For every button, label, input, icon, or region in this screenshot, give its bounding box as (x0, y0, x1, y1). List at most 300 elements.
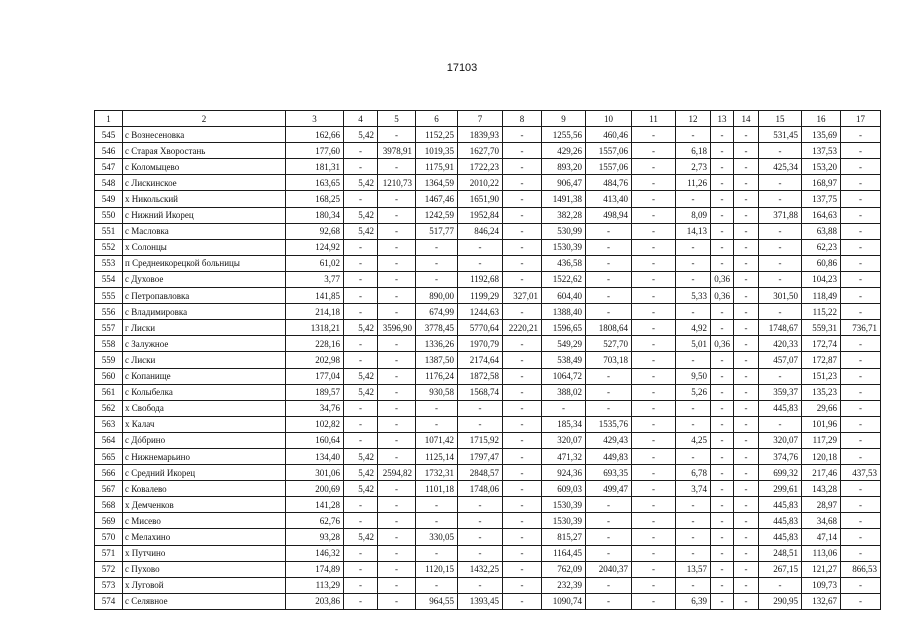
table-cell: 425,34 (759, 159, 802, 175)
table-cell: 6,18 (676, 143, 711, 159)
table-cell: - (711, 223, 734, 239)
table-cell: 248,51 (759, 545, 802, 561)
table-cell: 228,16 (286, 336, 344, 352)
table-cell: 1715,92 (458, 432, 503, 448)
table-cell: 301,06 (286, 465, 344, 481)
table-cell: - (416, 513, 458, 529)
table-cell: 177,60 (286, 143, 344, 159)
table-cell: - (841, 127, 881, 143)
table-cell: 62,76 (286, 513, 344, 529)
settlement-name: с Лискинское (123, 175, 286, 191)
table-cell: - (503, 143, 542, 159)
table-cell: - (711, 513, 734, 529)
table-cell: 762,09 (542, 561, 586, 577)
table-cell: - (711, 561, 734, 577)
table-cell: - (759, 223, 802, 239)
table-cell: 359,37 (759, 384, 802, 400)
table-cell: 5,42 (344, 384, 378, 400)
table-cell: - (632, 593, 676, 609)
table-cell: - (632, 481, 676, 497)
table-cell: - (759, 416, 802, 432)
table-cell: 866,53 (841, 561, 881, 577)
table-cell: 460,46 (586, 127, 632, 143)
table-cell: - (759, 577, 802, 593)
table-cell: - (458, 400, 503, 416)
table-cell: - (632, 465, 676, 481)
table-cell: 104,23 (802, 271, 841, 287)
table-cell: 168,25 (286, 191, 344, 207)
row-number: 565 (95, 448, 123, 464)
table-cell: 115,22 (802, 304, 841, 320)
table-cell: - (734, 271, 759, 287)
table-cell: 846,24 (458, 223, 503, 239)
row-number: 562 (95, 400, 123, 416)
column-header: 11 (632, 111, 676, 127)
table-cell: 1722,23 (458, 159, 503, 175)
table-cell: 471,32 (542, 448, 586, 464)
table-row (95, 432, 881, 448)
table-cell: - (734, 191, 759, 207)
table-row (95, 561, 881, 577)
table-cell: - (841, 368, 881, 384)
table-cell: 6,39 (676, 593, 711, 609)
table-cell: - (586, 400, 632, 416)
table-cell: - (458, 416, 503, 432)
table-cell: 1535,76 (586, 416, 632, 432)
table-cell: 181,31 (286, 159, 344, 175)
settlement-name: х Демченков (123, 497, 286, 513)
settlement-name: х Солонцы (123, 239, 286, 255)
table-cell: - (676, 304, 711, 320)
table-cell: 1199,29 (458, 288, 503, 304)
table-cell: - (734, 416, 759, 432)
table-cell: - (503, 545, 542, 561)
table-cell: 3978,91 (378, 143, 416, 159)
table-cell: 1064,72 (542, 368, 586, 384)
row-number: 567 (95, 481, 123, 497)
table-cell: - (734, 223, 759, 239)
table-cell: 382,28 (542, 207, 586, 223)
table-cell: - (378, 336, 416, 352)
data-table (94, 110, 881, 610)
table-cell: - (841, 175, 881, 191)
table-cell: - (586, 368, 632, 384)
table-cell: - (841, 304, 881, 320)
table-cell: - (378, 288, 416, 304)
table-cell: 141,28 (286, 497, 344, 513)
table-cell: - (841, 481, 881, 497)
table-cell: 1242,59 (416, 207, 458, 223)
table-cell: - (503, 304, 542, 320)
table-cell: 736,71 (841, 320, 881, 336)
table-cell: 162,66 (286, 127, 344, 143)
table-cell: 93,28 (286, 529, 344, 545)
settlement-name: с Лиски (123, 352, 286, 368)
table-cell: 5,42 (344, 127, 378, 143)
table-row (95, 416, 881, 432)
table-row (95, 448, 881, 464)
table-cell: - (841, 384, 881, 400)
table-cell: 5,42 (344, 368, 378, 384)
table-cell: - (378, 368, 416, 384)
table-cell: - (503, 593, 542, 609)
table-cell: - (841, 191, 881, 207)
table-cell: - (734, 368, 759, 384)
table-cell: - (711, 352, 734, 368)
table-cell: - (711, 577, 734, 593)
table-cell: - (676, 352, 711, 368)
table-cell: - (378, 529, 416, 545)
table-cell: 1732,31 (416, 465, 458, 481)
column-header: 16 (802, 111, 841, 127)
table-cell: 1952,84 (458, 207, 503, 223)
table-cell: - (503, 336, 542, 352)
table-cell: - (503, 127, 542, 143)
table-cell: - (841, 239, 881, 255)
table-cell: 445,83 (759, 400, 802, 416)
row-number: 566 (95, 465, 123, 481)
table-cell: - (378, 545, 416, 561)
table-cell: - (734, 239, 759, 255)
table-cell: 34,76 (286, 400, 344, 416)
table-cell: - (632, 432, 676, 448)
table-cell: 445,83 (759, 497, 802, 513)
column-header: 9 (542, 111, 586, 127)
table-cell: 1071,42 (416, 432, 458, 448)
table-cell: 109,73 (802, 577, 841, 593)
table-cell: 1336,26 (416, 336, 458, 352)
table-cell: - (344, 432, 378, 448)
table-cell: 1557,06 (586, 159, 632, 175)
row-number: 572 (95, 561, 123, 577)
table-cell: 693,35 (586, 465, 632, 481)
table-cell: 62,23 (802, 239, 841, 255)
table-cell: - (841, 336, 881, 352)
table-cell: 484,76 (586, 175, 632, 191)
table-cell: 2220,21 (503, 320, 542, 336)
table-cell: - (711, 304, 734, 320)
settlement-name: с Нижнемарьино (123, 448, 286, 464)
table-cell: 5,42 (344, 465, 378, 481)
table-row (95, 255, 881, 271)
table-cell: 137,53 (802, 143, 841, 159)
column-header: 7 (458, 111, 503, 127)
table-cell: - (711, 159, 734, 175)
table-cell: 203,86 (286, 593, 344, 609)
table-cell: 0,36 (711, 271, 734, 287)
table-cell: 604,40 (542, 288, 586, 304)
table-cell: 2,73 (676, 159, 711, 175)
table-cell: 1164,45 (542, 545, 586, 561)
table-cell: 374,76 (759, 448, 802, 464)
table-cell: 320,07 (759, 432, 802, 448)
table-cell: - (632, 416, 676, 432)
table-cell: 189,57 (286, 384, 344, 400)
table-cell: - (734, 497, 759, 513)
table-cell: 146,32 (286, 545, 344, 561)
table-cell: - (711, 593, 734, 609)
table-cell: - (676, 400, 711, 416)
table-row (95, 320, 881, 336)
settlement-name: с Старая Хворостань (123, 143, 286, 159)
row-number: 561 (95, 384, 123, 400)
table-row (95, 497, 881, 513)
table-cell: 113,29 (286, 577, 344, 593)
table-cell: - (458, 513, 503, 529)
table-cell: - (734, 159, 759, 175)
table-cell: 1019,35 (416, 143, 458, 159)
table-cell: - (676, 127, 711, 143)
table-cell: 290,95 (759, 593, 802, 609)
table-row (95, 271, 881, 287)
row-number: 563 (95, 416, 123, 432)
table-cell: - (632, 497, 676, 513)
table-cell: - (458, 239, 503, 255)
table-cell: - (378, 271, 416, 287)
table-cell: 132,67 (802, 593, 841, 609)
settlement-name: с Залужное (123, 336, 286, 352)
table-cell: 101,96 (802, 416, 841, 432)
table-cell: - (734, 448, 759, 464)
table-cell: 1808,64 (586, 320, 632, 336)
table-cell: - (378, 448, 416, 464)
table-cell: - (378, 191, 416, 207)
settlement-name: с Мелахино (123, 529, 286, 545)
table-row (95, 223, 881, 239)
table-cell: 92,68 (286, 223, 344, 239)
table-cell: - (378, 400, 416, 416)
table-cell: - (416, 577, 458, 593)
table-row (95, 400, 881, 416)
table-cell: 1255,56 (542, 127, 586, 143)
page-number: 17103 (446, 62, 478, 74)
table-cell: 5,42 (344, 223, 378, 239)
table-cell: 151,23 (802, 368, 841, 384)
table-cell: 5,33 (676, 288, 711, 304)
row-number: 571 (95, 545, 123, 561)
table-cell: 185,34 (542, 416, 586, 432)
table-cell: - (458, 255, 503, 271)
table-cell: - (344, 561, 378, 577)
table-cell: 164,63 (802, 207, 841, 223)
table-cell: 815,27 (542, 529, 586, 545)
column-header: 17 (841, 111, 881, 127)
table-cell: 6,78 (676, 465, 711, 481)
table-cell: 3778,45 (416, 320, 458, 336)
table-cell: 2848,57 (458, 465, 503, 481)
table-row (95, 529, 881, 545)
settlement-name: с Петропавловка (123, 288, 286, 304)
table-cell: - (676, 416, 711, 432)
column-header: 1 (95, 111, 123, 127)
table-cell: 371,88 (759, 207, 802, 223)
table-cell: 327,01 (503, 288, 542, 304)
table-cell: - (759, 271, 802, 287)
table-cell: - (841, 207, 881, 223)
table-cell: - (378, 416, 416, 432)
table-cell: - (586, 577, 632, 593)
table-cell: - (676, 545, 711, 561)
table-cell: - (841, 577, 881, 593)
table-cell: - (841, 255, 881, 271)
table-cell: - (586, 304, 632, 320)
table-cell: - (711, 465, 734, 481)
table-row (95, 175, 881, 191)
table-cell: 1797,47 (458, 448, 503, 464)
table-cell: - (503, 577, 542, 593)
table-cell: 703,18 (586, 352, 632, 368)
table-cell: - (841, 223, 881, 239)
table-cell: 153,20 (802, 159, 841, 175)
table-cell: - (841, 143, 881, 159)
table-cell: 4,25 (676, 432, 711, 448)
table-cell: - (734, 320, 759, 336)
table-cell: - (632, 239, 676, 255)
table-cell: - (503, 481, 542, 497)
table-cell: - (734, 288, 759, 304)
table-cell: - (759, 175, 802, 191)
table-cell: 172,87 (802, 352, 841, 368)
table-cell: 2594,82 (378, 465, 416, 481)
table-cell: 135,23 (802, 384, 841, 400)
table-cell: - (458, 545, 503, 561)
table-cell: - (676, 513, 711, 529)
table-cell: 120,18 (802, 448, 841, 464)
table-cell: - (378, 239, 416, 255)
table-cell: - (416, 545, 458, 561)
table-cell: - (378, 207, 416, 223)
table-cell: 1872,58 (458, 368, 503, 384)
table-cell: 498,94 (586, 207, 632, 223)
table-cell: - (503, 255, 542, 271)
table-cell: 63,88 (802, 223, 841, 239)
table-cell: 1557,06 (586, 143, 632, 159)
table-cell: 1090,74 (542, 593, 586, 609)
table-cell: - (344, 271, 378, 287)
table-cell: - (378, 127, 416, 143)
table-cell: 1530,39 (542, 513, 586, 529)
table-cell: - (632, 545, 676, 561)
table-cell: - (503, 465, 542, 481)
table-cell: - (734, 513, 759, 529)
settlement-name: с Ковалево (123, 481, 286, 497)
table-cell: - (378, 561, 416, 577)
table-cell: 47,14 (802, 529, 841, 545)
table-cell: - (841, 271, 881, 287)
table-cell: 117,29 (802, 432, 841, 448)
table-cell: 445,83 (759, 529, 802, 545)
table-cell: 5,42 (344, 481, 378, 497)
table-cell: - (586, 223, 632, 239)
column-header: 2 (123, 111, 286, 127)
settlement-name: с Нижний Икорец (123, 207, 286, 223)
table-cell: - (586, 384, 632, 400)
table-cell: 5,26 (676, 384, 711, 400)
table-cell: 890,00 (416, 288, 458, 304)
table-cell: - (632, 529, 676, 545)
table-cell: 5,01 (676, 336, 711, 352)
table-cell: - (841, 352, 881, 368)
table-cell: - (632, 159, 676, 175)
table-cell: - (503, 400, 542, 416)
table-cell: - (503, 239, 542, 255)
table-cell: 893,20 (542, 159, 586, 175)
table-cell: - (632, 271, 676, 287)
table-cell: - (586, 271, 632, 287)
table-cell: 1530,39 (542, 497, 586, 513)
table-row (95, 127, 881, 143)
table-cell: - (416, 239, 458, 255)
table-cell: - (734, 175, 759, 191)
table-cell: 930,58 (416, 384, 458, 400)
table-cell: - (676, 448, 711, 464)
table-cell: 1120,15 (416, 561, 458, 577)
column-header: 15 (759, 111, 802, 127)
table-cell: - (734, 143, 759, 159)
table-cell: - (759, 304, 802, 320)
table-cell: - (378, 497, 416, 513)
table-cell: 28,97 (802, 497, 841, 513)
table-cell: - (759, 368, 802, 384)
table-cell: - (676, 239, 711, 255)
table-cell: 137,75 (802, 191, 841, 207)
table-cell: 0,36 (711, 288, 734, 304)
table-cell: 1432,25 (458, 561, 503, 577)
table-cell: 1467,46 (416, 191, 458, 207)
table-cell: 3,77 (286, 271, 344, 287)
table-cell: - (503, 561, 542, 577)
table-cell: - (841, 448, 881, 464)
table-cell: 8,09 (676, 207, 711, 223)
table-cell: 141,85 (286, 288, 344, 304)
table-cell: 1176,24 (416, 368, 458, 384)
table-cell: 1522,62 (542, 271, 586, 287)
table-cell: - (711, 545, 734, 561)
settlement-name: с Копанище (123, 368, 286, 384)
table-cell: 436,58 (542, 255, 586, 271)
settlement-name: п Среднеикорецкой больницы (123, 255, 286, 271)
table-cell: 14,13 (676, 223, 711, 239)
table-cell: 530,99 (542, 223, 586, 239)
row-number: 551 (95, 223, 123, 239)
table-cell: - (503, 384, 542, 400)
table-cell: 5,42 (344, 529, 378, 545)
table-cell: 135,69 (802, 127, 841, 143)
settlement-name: с Мисево (123, 513, 286, 529)
table-cell: - (344, 545, 378, 561)
row-number: 546 (95, 143, 123, 159)
table-cell: - (378, 432, 416, 448)
table-cell: 1152,25 (416, 127, 458, 143)
table-cell: - (503, 175, 542, 191)
table-cell: - (676, 497, 711, 513)
table-cell: - (503, 448, 542, 464)
table-cell: - (344, 239, 378, 255)
settlement-name: с Духовое (123, 271, 286, 287)
table-cell: - (344, 577, 378, 593)
column-header: 6 (416, 111, 458, 127)
settlement-name: х Луговой (123, 577, 286, 593)
table-cell: - (378, 481, 416, 497)
table-cell: 457,07 (759, 352, 802, 368)
table-row (95, 368, 881, 384)
table-cell: 674,99 (416, 304, 458, 320)
table-cell: 118,49 (802, 288, 841, 304)
table-cell: 1530,39 (542, 239, 586, 255)
table-cell: - (734, 545, 759, 561)
table-cell: 1651,90 (458, 191, 503, 207)
table-cell: 29,66 (802, 400, 841, 416)
